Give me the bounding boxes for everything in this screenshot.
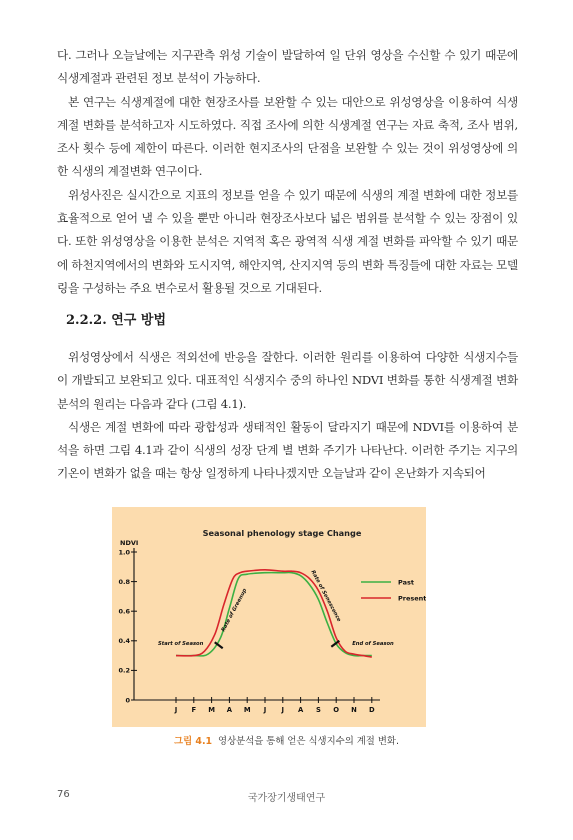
- chart-svg: [112, 507, 426, 727]
- body-text-lower: [57, 346, 518, 486]
- x-tick-label: M: [243, 706, 251, 714]
- figure-phenology-chart: [112, 507, 426, 727]
- y-tick-label: 1.0: [118, 548, 130, 557]
- y-axis-label: NDVI: [120, 539, 139, 547]
- legend-label-present: Present: [398, 594, 426, 603]
- x-tick-label: J: [281, 706, 285, 714]
- series-line-present: [176, 570, 372, 657]
- running-footer: 국가장기생태연구: [247, 793, 326, 804]
- annotations: [158, 569, 394, 648]
- paragraph: 식생은 계절 변화에 따라 광합성과 생태적인 활동이 달라지기 때문에 NDVI를 이용하여 분석을 하면 그림 4.1과 같이 식생의 성장 단계 별 변화 주기가 나타난다. 이러한 주기는 지구의 기온이 변화가 없을 때는 항상 일정하게 나타나겠지만 오늘날과 같이 온난화가 지속되어: [57, 419, 518, 481]
- paragraph: 위성사진은 실시간으로 지표의 정보를 얻을 수 있기 때문에 식생의 계절 변화에 대한 정보를 효율적으로 얻어 낼 수 있을 뿐만 아니라 현장조사보다 넓은 범위를 분석할 수 있는 장점이 있다. 또한 위성영상을 이용한 분석은 지역적 혹은 광역적 식생 계절 변화를 파악할 수 있기 때문에 하천지역에서의 변화와 도시지역, 해안지역, 산지지역 등의 변화 특징들에 대한 자료는 모델링을 구성하는 주요 변수로서 활용될 것으로 기대된다.: [57, 187, 518, 295]
- x-tick-label: O: [333, 706, 340, 714]
- axes: [118, 548, 380, 714]
- annotation-end-of-season: End of Season: [352, 641, 394, 648]
- y-tick-label: 0.6: [118, 607, 130, 616]
- y-tick-label: 0.4: [118, 637, 130, 646]
- x-tick-label: J: [174, 706, 178, 714]
- x-tick-label: M: [208, 706, 215, 714]
- series-layer: [176, 570, 372, 657]
- series-line-past: [176, 572, 372, 655]
- legend: [361, 578, 426, 602]
- y-tick-label: 0.2: [118, 666, 130, 675]
- annotation-start-of-season: Start of Season: [158, 641, 204, 648]
- x-tick-label: J: [263, 706, 267, 714]
- annotation-rate-of-greenup: Rate of Greenup: [220, 587, 249, 633]
- paragraph: 위성영상에서 식생은 적외선에 반응을 잘한다. 이러한 원리를 이용하여 다양한 식생지수들이 개발되고 보완되고 있다. 대표적인 식생지수 중의 하나인 NDVI 변화를 통한 식생계절 변화 분석의 원리는 다음과 같다 (그림 4.1).: [57, 350, 518, 411]
- x-tick-label: F: [191, 706, 197, 714]
- section-heading: 2.2.2. 연구 방법: [66, 313, 166, 328]
- annotation-rate-of-senescence: Rate of Senescence: [309, 569, 342, 623]
- figure-caption: [0, 733, 573, 747]
- x-tick-label: A: [297, 706, 304, 714]
- figure-label: 그림 4.1: [174, 736, 213, 747]
- body-text-upper: [57, 44, 518, 300]
- x-tick-label: S: [315, 706, 321, 714]
- legend-label-past: Past: [398, 578, 414, 587]
- paragraph: 다. 그러나 오늘날에는 지구관측 위성 기술이 발달하여 일 단위 영상을 수신할 수 있기 때문에 식생계절과 관련된 정보 분석이 가능하다.: [57, 48, 518, 86]
- x-tick-label: A: [226, 706, 233, 714]
- y-tick-label: 0.8: [118, 577, 130, 586]
- x-tick-label: N: [351, 706, 357, 714]
- y-tick-label: 0: [125, 696, 130, 705]
- page-number: 76: [57, 789, 70, 800]
- chart-title: Seasonal phenology stage Change: [202, 528, 362, 538]
- x-tick-label: D: [368, 706, 375, 714]
- paragraph: 본 연구는 식생계절에 대한 현장조사를 보완할 수 있는 대안으로 위성영상을 이용하여 식생계절 변화를 분석하고자 시도하였다. 직접 조사에 의한 식생계절 연구는 자료 축적, 조사 범위, 조사 횟수 등에 제한이 따른다. 이러한 현지조사의 단점을 보완할 수 있는 것이 위성영상에 의한 식생의 계절변화 연구이다.: [57, 94, 518, 179]
- figure-caption-text: 영상분석을 통해 얻은 식생지수의 계절 변화.: [218, 736, 399, 747]
